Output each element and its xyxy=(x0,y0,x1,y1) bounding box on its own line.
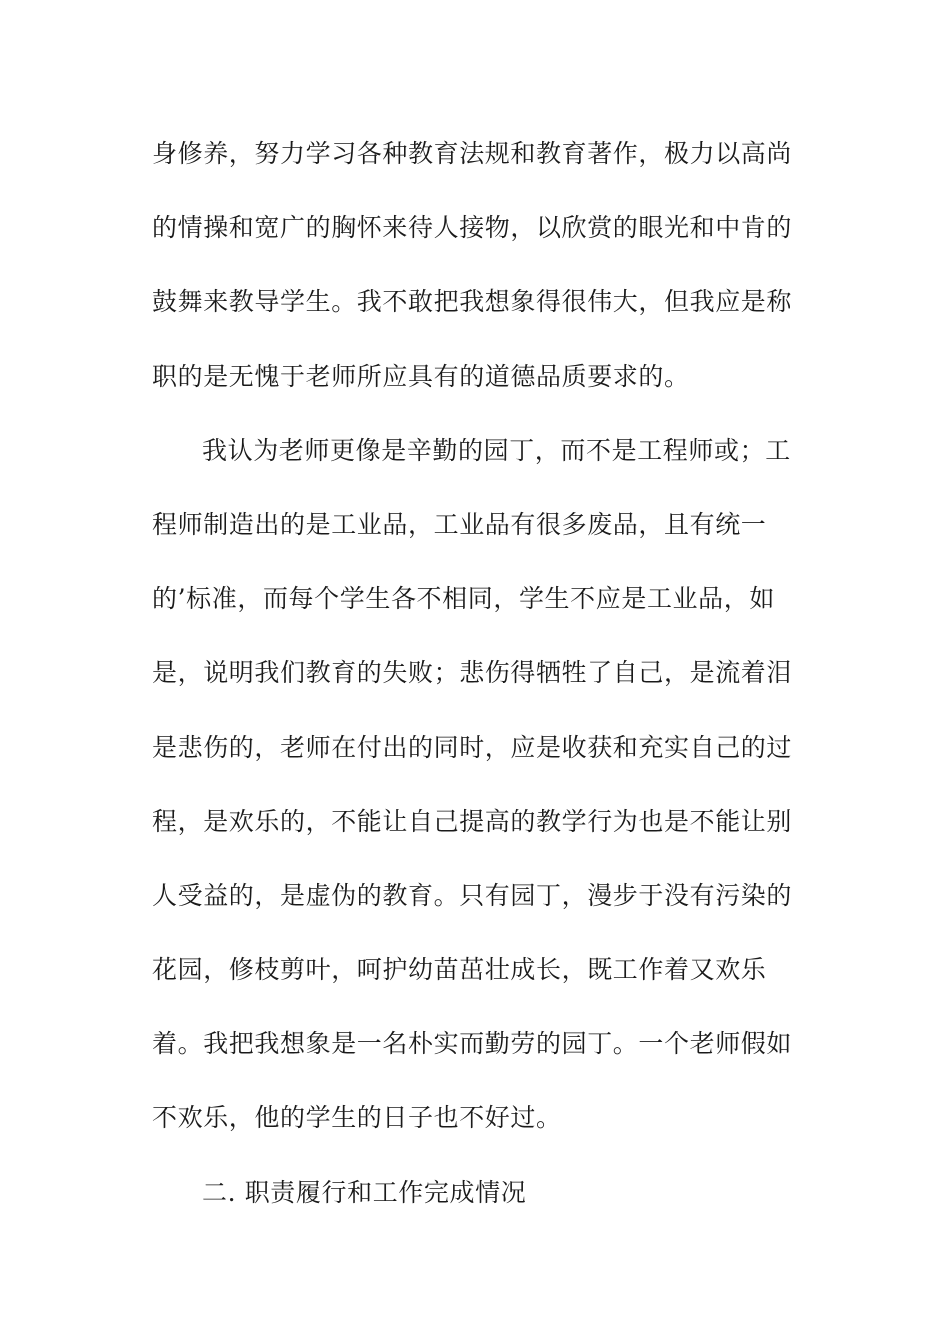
text-line: 职的是无愧于老师所应具有的道德品质要求的。 xyxy=(152,361,690,391)
text-line: 身修养，努力学习各种教育法规和教育著作，极力以高尚 xyxy=(152,139,793,168)
text-line: 程师制造出的是工业品，工业品有很多废品，且有统一 xyxy=(152,509,767,539)
text-line: 人受益的，是虚伪的教育。只有园丁，漫步于没有污染的 xyxy=(152,880,793,910)
text-line: 是悲伤的，老师在付出的同时，应是收获和充实自己的过 xyxy=(152,732,793,762)
text-line: 的情操和宽广的胸怀来待人接物，以欣赏的眼光和中肯的 xyxy=(152,213,793,243)
document-body xyxy=(152,130,797,1243)
text-line: 花园，修枝剪叶，呵护幼苗茁壮成长，既工作着又欢乐 xyxy=(152,955,767,985)
section-heading: 二. 职责履行和工作完成情况 xyxy=(202,1177,527,1207)
paragraph-2 xyxy=(152,427,797,1169)
text-line: 不欢乐，他的学生的日子也不好过。 xyxy=(152,1103,562,1133)
text-line: 是，说明我们教育的失败；悲伤得牺牲了自己，是流着泪 xyxy=(152,658,793,688)
text-line: 我认为老师更像是辛勤的园丁，而不是工程师或；工 xyxy=(202,435,791,465)
text-line: 着。我把我想象是一名朴实而勤劳的园丁。一个老师假如 xyxy=(152,1029,793,1059)
text-line: 鼓舞来教导学生。我不敢把我想象得很伟大，但我应是称 xyxy=(152,287,793,317)
text-line: 程，是欢乐的，不能让自己提高的教学行为也是不能让别 xyxy=(152,806,793,836)
paragraph-1 xyxy=(152,130,797,427)
text-line: 的’标准，而每个学生各不相同，学生不应是工业品，如 xyxy=(152,584,775,614)
